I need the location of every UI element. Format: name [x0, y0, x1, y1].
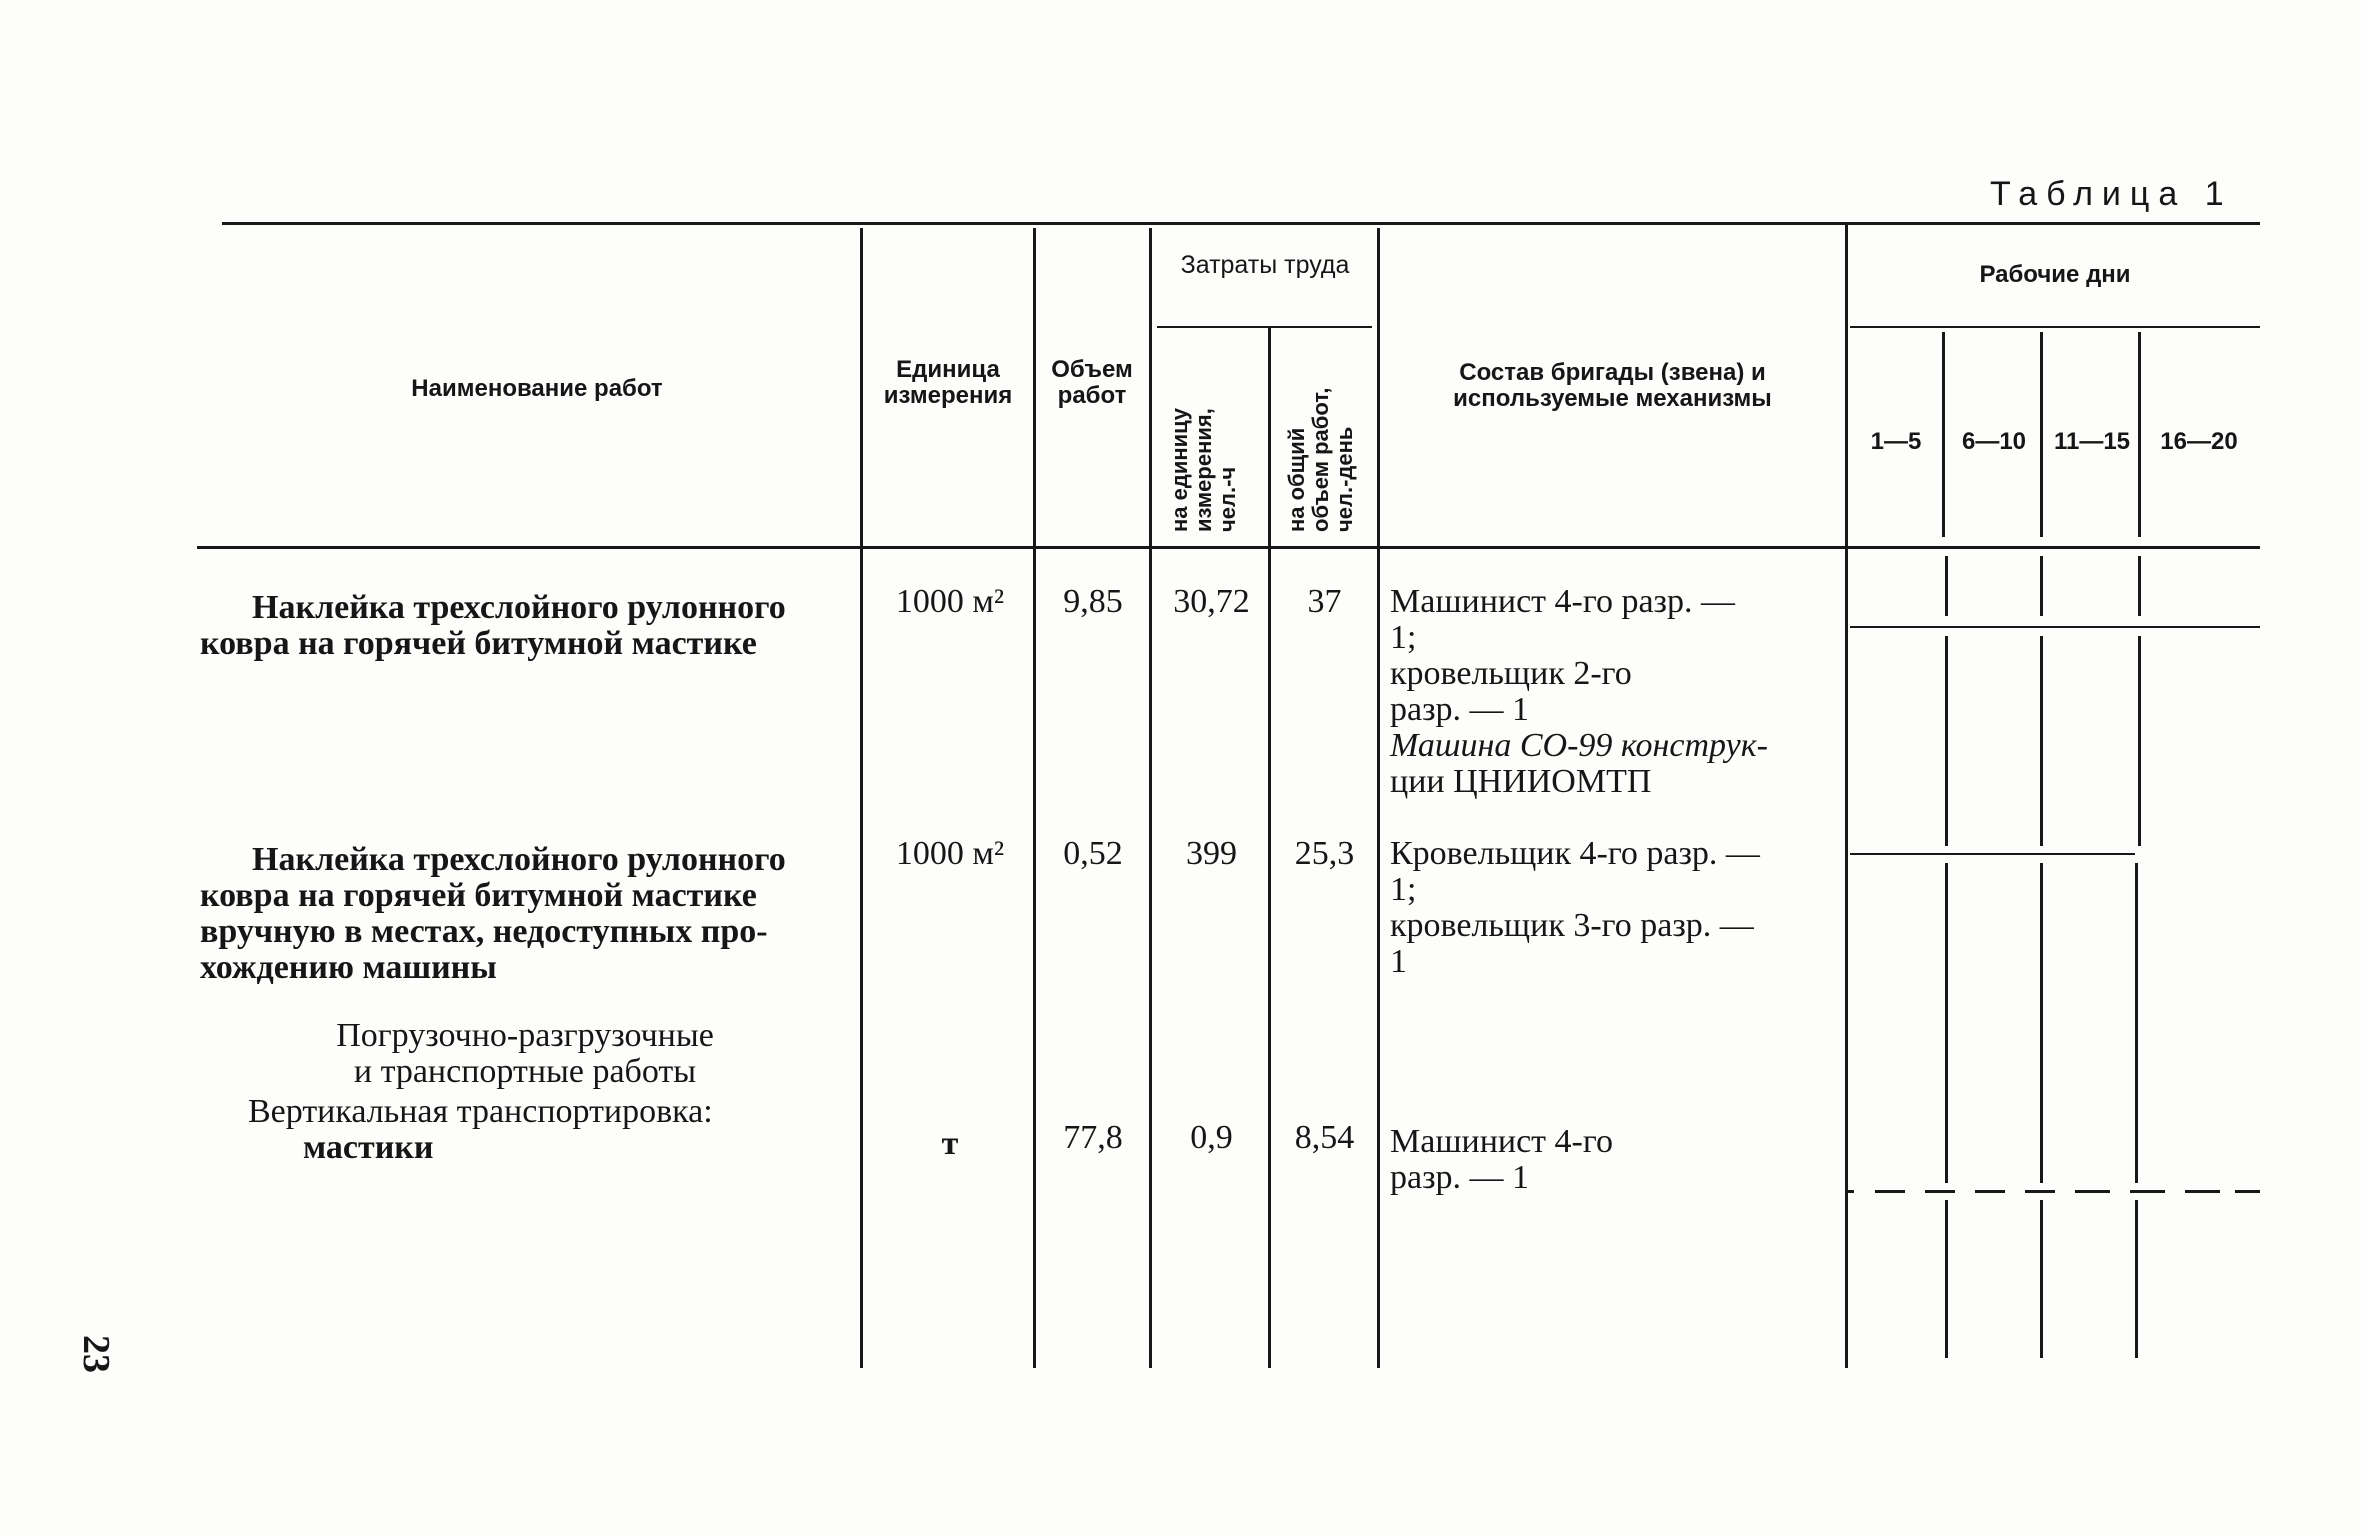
- gantt-bar: [2040, 556, 2043, 616]
- column-separator: [1033, 228, 1036, 1368]
- gantt-bar: [1945, 636, 1948, 846]
- gantt-dash: [1875, 1190, 1905, 1193]
- header-volume: Объем работ: [1051, 356, 1133, 409]
- row-3-labor-per-unit: 0,9: [1190, 1119, 1233, 1156]
- gantt-bar: [1945, 863, 1948, 1183]
- day-separator: [1942, 332, 1945, 537]
- day-separator: [2138, 332, 2141, 537]
- row-3-volume: 77,8: [1063, 1119, 1123, 1156]
- gantt-bar: [2040, 636, 2043, 846]
- column-separator: [1149, 228, 1152, 1368]
- row-1-work-name: Наклейка трехслойного рулонного ковра на горячей битумной мастике: [200, 589, 786, 662]
- column-separator: [860, 228, 863, 1368]
- row-1-unit: 1000 м²: [895, 583, 1005, 620]
- day-range-3: 11—15: [2053, 428, 2131, 455]
- row-1-labor-total: 37: [1307, 583, 1342, 620]
- gantt-bar: [1945, 556, 1948, 616]
- gantt-dash: [2235, 1190, 2260, 1193]
- gantt-dash: [1975, 1190, 2005, 1193]
- gantt-dash: [2025, 1190, 2055, 1193]
- gantt-dash: [1848, 1190, 1854, 1193]
- gantt-row2-rule: [1850, 853, 2135, 855]
- section-title: Погрузочно-разгрузочные и транспортные работы: [336, 1017, 714, 1090]
- day-range-4: 16—20: [2160, 428, 2238, 455]
- header-labor: Затраты труда: [1180, 251, 1350, 279]
- column-separator: [1377, 228, 1380, 1368]
- header-labor-per-unit: на единицу измерения, чел.-ч: [1167, 408, 1240, 532]
- gantt-row1-rule: [1850, 626, 2260, 628]
- header-bottom-rule: [197, 546, 2260, 549]
- gantt-dash: [2075, 1190, 2110, 1193]
- gantt-bar: [2135, 863, 2138, 1183]
- gantt-dash: [2130, 1190, 2165, 1193]
- column-separator: [1845, 222, 1848, 1368]
- gantt-bar: [2040, 863, 2043, 1183]
- page-number: 23: [75, 1335, 117, 1373]
- row-2-labor-per-unit: 399: [1186, 835, 1237, 872]
- gantt-bar: [2138, 556, 2141, 616]
- gantt-bar: [2040, 1200, 2043, 1358]
- gantt-bar: [2135, 1200, 2138, 1358]
- gantt-dash: [1925, 1190, 1955, 1193]
- row-3-unit: т: [941, 1125, 959, 1162]
- row-2-labor-total: 25,3: [1294, 835, 1355, 872]
- row-2-unit: 1000 м²: [895, 835, 1005, 872]
- header-work-name: Наименование работ: [411, 375, 663, 402]
- row-3-crew: Машинист 4-го разр. — 1: [1390, 1123, 1613, 1196]
- table-top-rule: [222, 222, 2260, 225]
- row-2-work-name: Наклейка трехслойного рулонного ковра на горячей битумной мастике вручную в местах, недоступных про- хождению машины: [200, 841, 786, 986]
- row-2-crew: Кровельщик 4-го разр. — 1; кровельщик 3-го разр. — 1: [1390, 835, 1760, 980]
- header-working-days: Рабочие дни: [1979, 261, 2131, 288]
- day-range-2: 6—10: [1961, 428, 2027, 455]
- day-separator: [2040, 332, 2043, 537]
- header-labor-total: на общий объем работ, чел.-день: [1284, 387, 1357, 532]
- gantt-bar: [1945, 1200, 1948, 1358]
- row-3-work-name: Вертикальная транспортировка: мастики: [248, 1093, 713, 1166]
- row-3-labor-total: 8,54: [1294, 1119, 1355, 1156]
- header-crew: Состав бригады (звена) и используемые механизмы: [1453, 359, 1772, 412]
- row-2-volume: 0,52: [1063, 835, 1123, 872]
- row-1-volume: 9,85: [1063, 583, 1123, 620]
- labor-subheader-rule: [1157, 326, 1372, 328]
- row-1-labor-per-unit: 30,72: [1173, 583, 1250, 620]
- days-subheader-rule: [1850, 326, 2260, 328]
- table-caption: Таблица 1: [1990, 175, 2233, 213]
- row-1-crew: Машинист 4-го разр. — 1; кровельщик 2-го разр. — 1 Машина СО-99 конструк- ции ЦНИИОМТП: [1390, 583, 1768, 800]
- header-unit: Единица измерения: [883, 356, 1013, 409]
- gantt-dash: [2185, 1190, 2220, 1193]
- day-range-1: 1—5: [1870, 428, 1922, 455]
- gantt-bar: [2138, 636, 2141, 846]
